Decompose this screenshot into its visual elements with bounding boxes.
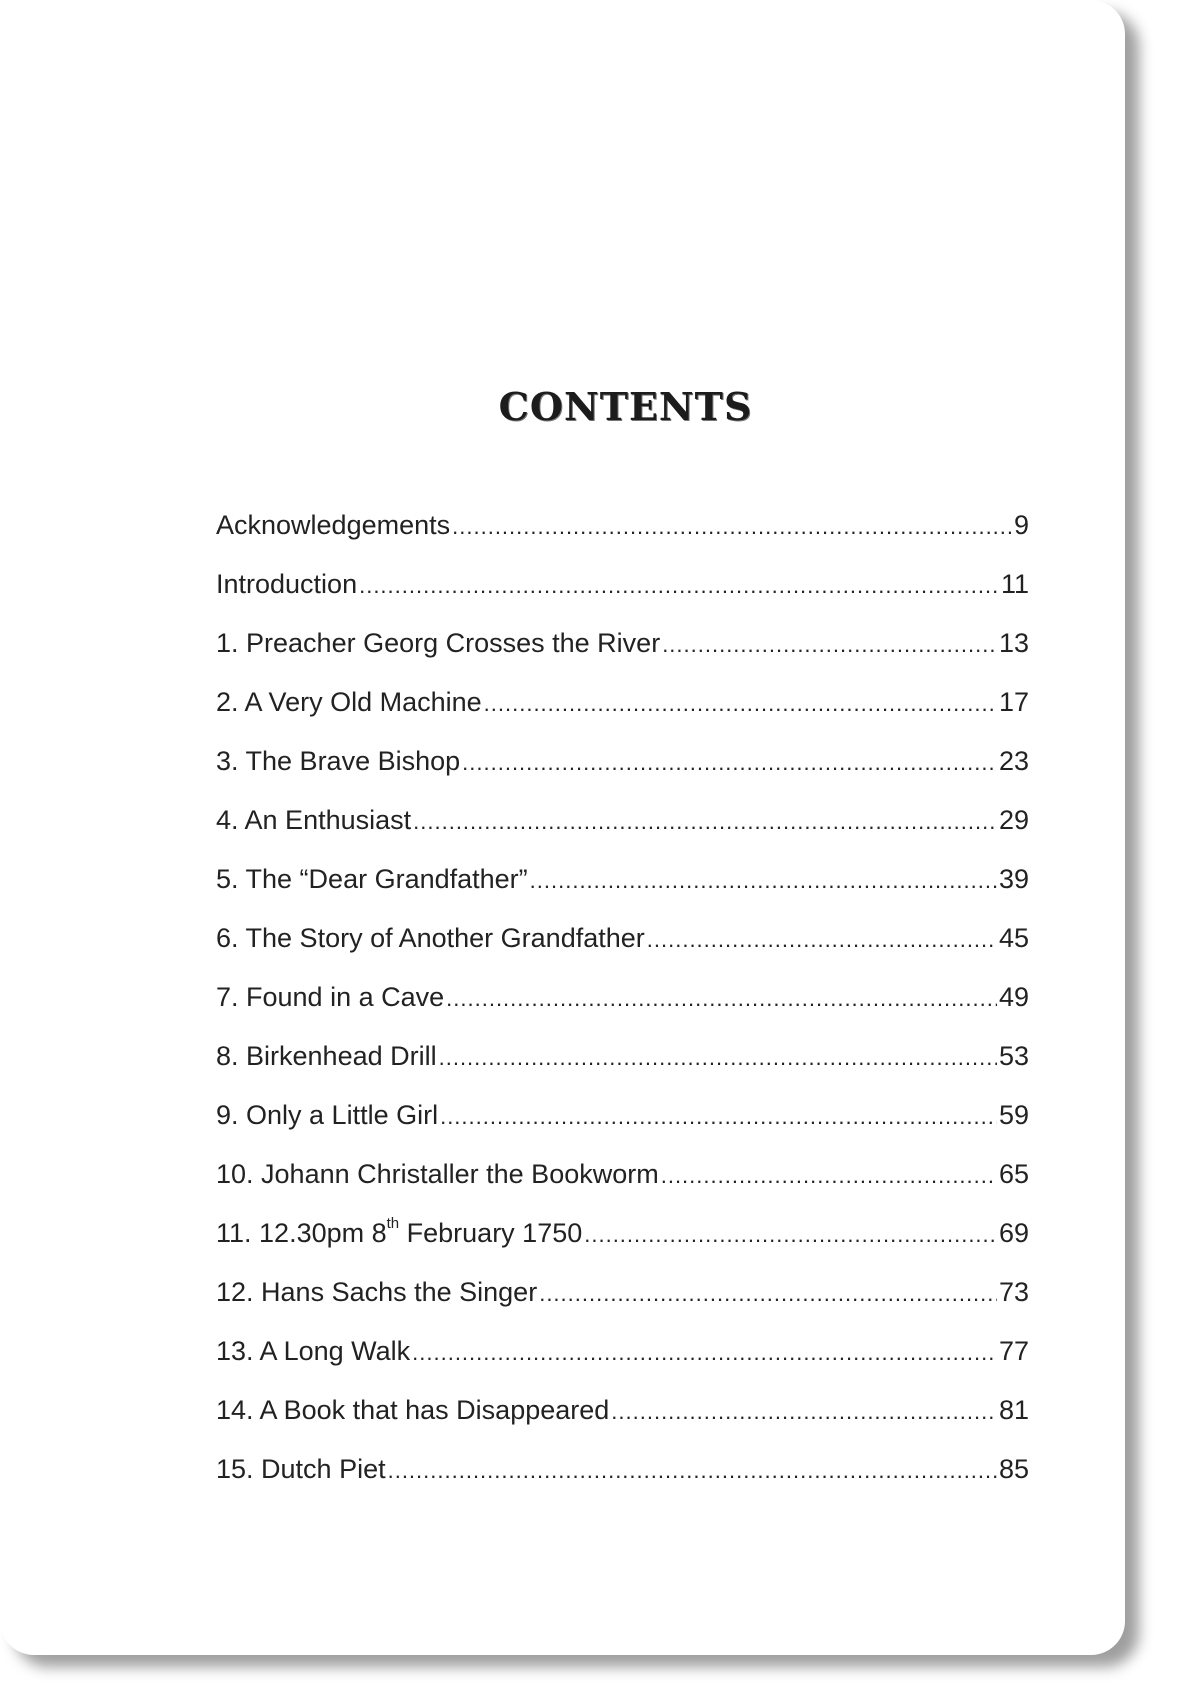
toc-entry-chapter-6[interactable] [216, 923, 1029, 982]
ordinal-suffix: th [386, 1215, 400, 1232]
toc-entry-chapter-5[interactable] [216, 864, 1029, 923]
toc-entry-page: 39 [998, 864, 1029, 894]
toc-entry-page: 81 [998, 1395, 1029, 1425]
dot-leader [359, 569, 999, 600]
dot-leader [611, 1395, 997, 1426]
toc-entry-label: 5. The “Dear Grandfather” [216, 864, 528, 894]
toc-entry-page: 45 [998, 923, 1029, 953]
dot-leader [412, 1336, 997, 1367]
toc-entry-label: 8. Birkenhead Drill [216, 1041, 437, 1071]
dot-leader [484, 687, 997, 718]
toc-entry-chapter-11[interactable] [216, 1215, 1029, 1277]
toc-entry-page: 13 [998, 628, 1029, 658]
toc-entry-label: 6. The Story of Another Grandfather [216, 923, 645, 953]
dot-leader [440, 1100, 997, 1131]
toc-entry-page: 53 [998, 1041, 1029, 1071]
toc-entry-label: 4. An Enthusiast [216, 805, 412, 835]
dot-leader [388, 1454, 997, 1485]
toc-entry-chapter-1[interactable] [216, 628, 1029, 687]
toc-entry-page: 65 [998, 1159, 1029, 1189]
toc-entry-chapter-10[interactable] [216, 1159, 1029, 1218]
toc-entry-page: 59 [998, 1100, 1029, 1130]
toc-entry-label: 12. Hans Sachs the Singer [216, 1277, 538, 1307]
toc-entry-page: 85 [998, 1454, 1029, 1484]
toc-entry-chapter-4[interactable] [216, 805, 1029, 864]
toc-entry-label: 2. A Very Old Machine [216, 687, 482, 717]
dot-leader [446, 982, 997, 1013]
toc-entry-page: 23 [998, 746, 1029, 776]
toc-entry-label: 14. A Book that has Disappeared [216, 1395, 610, 1425]
toc-entry-chapter-3[interactable] [216, 746, 1029, 805]
toc-entry-label: Acknowledgements [216, 510, 451, 540]
toc-entry-page: 11 [1000, 569, 1029, 599]
toc-entry-label: 13. A Long Walk [216, 1336, 411, 1366]
toc-entry-label [216, 1215, 583, 1249]
dot-leader [439, 1041, 997, 1072]
toc-entry-introduction[interactable] [216, 569, 1029, 628]
toc-entry-page: 29 [998, 805, 1029, 835]
dot-leader [584, 1218, 997, 1249]
toc-entry-page: 49 [998, 982, 1029, 1012]
toc-entry-page: 69 [998, 1218, 1029, 1248]
toc-entry-label: 7. Found in a Cave [216, 982, 445, 1012]
toc-entry-chapter-2[interactable] [216, 687, 1029, 746]
toc-entry-label: 15. Dutch Piet [216, 1454, 386, 1484]
dot-leader [662, 628, 997, 659]
toc-entry-page: 77 [998, 1336, 1029, 1366]
toc-entry-label: 9. Only a Little Girl [216, 1100, 439, 1130]
toc-entry-label: Introduction [216, 569, 358, 599]
toc-entry-chapter-12[interactable] [216, 1277, 1029, 1336]
toc-entry-chapter-9[interactable] [216, 1100, 1029, 1159]
toc-entry-chapter-15[interactable] [216, 1454, 1029, 1513]
dot-leader [462, 746, 997, 777]
toc-entry-page: 9 [1013, 510, 1029, 540]
toc-entry-label: 10. Johann Christaller the Bookworm [216, 1159, 659, 1189]
toc-entry-label: 3. The Brave Bishop [216, 746, 461, 776]
toc-entry-acknowledgements[interactable] [216, 510, 1029, 569]
toc-entry-chapter-13[interactable] [216, 1336, 1029, 1395]
dot-leader [413, 805, 997, 836]
toc-entry-page: 17 [998, 687, 1029, 717]
dot-leader [647, 923, 997, 954]
toc-entry-chapter-7[interactable] [216, 982, 1029, 1041]
toc-entry-chapter-8[interactable] [216, 1041, 1029, 1100]
toc-entry-chapter-14[interactable] [216, 1395, 1029, 1454]
dot-leader [452, 510, 1012, 541]
toc-entry-label-part: February 1750 [399, 1218, 583, 1248]
dot-leader [539, 1277, 997, 1308]
toc-entry-label: 1. Preacher Georg Crosses the River [216, 628, 661, 658]
toc-entry-label-part: 11. 12.30pm 8 [216, 1218, 387, 1248]
dot-leader [530, 864, 997, 895]
toc-entry-page: 73 [998, 1277, 1029, 1307]
page-title: CONTENTS [498, 384, 753, 429]
dot-leader [661, 1159, 997, 1190]
table-of-contents [216, 510, 1029, 1513]
